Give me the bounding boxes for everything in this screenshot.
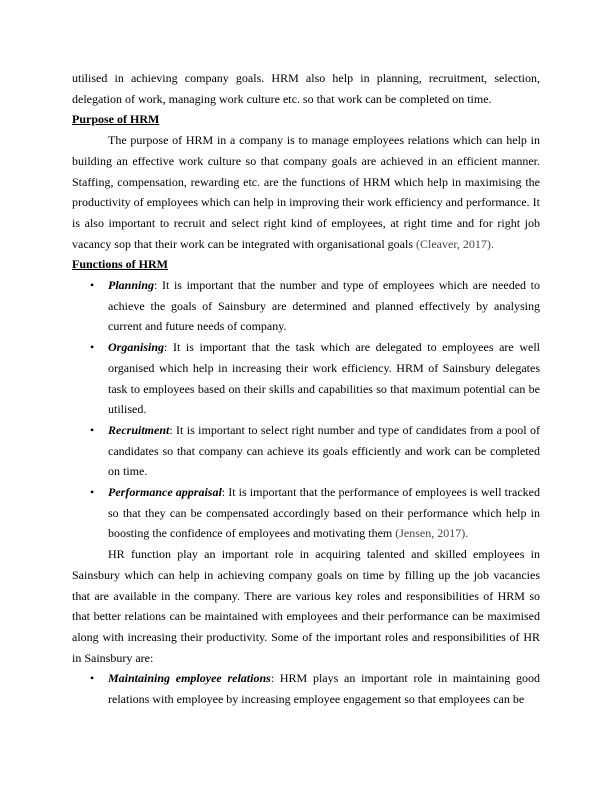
purpose-heading: Purpose of HRM	[72, 112, 160, 127]
function-text: : It is important that the performance of employees is well tracked so that they can be compensated accordingly based on their performance which help in boosting the confidence of employees and motivating them	[108, 485, 540, 541]
bullet-icon: •	[90, 422, 95, 437]
function-term: Performance appraisal	[108, 485, 222, 500]
list-item	[90, 482, 540, 544]
roles-list	[72, 668, 540, 709]
function-term: Organising	[108, 340, 165, 355]
role-text: : HRM plays an important role in maintaining good relations with employee by increasing employee engagement so that employees can be	[108, 671, 540, 707]
list-item	[90, 668, 540, 709]
function-term: Planning	[108, 278, 155, 293]
purpose-body: The purpose of HRM in a company is to manage employees relations which can help in building an effective work culture so that company goals are achieved in an efficient manner. Staffing, compensation, rewarding etc. are the functions of HRM which help in maximising the productivity of employees which can help in improving their work efficiency and performance. It is also important to recruit and select right kind of employees, at right time and for right job vacancy sop that their work can be integrated with organisational goals	[72, 133, 540, 251]
function-citation: (Jensen, 2017).	[395, 526, 469, 541]
bullet-icon: •	[90, 340, 95, 355]
functions-heading: Functions of HRM	[72, 257, 168, 272]
list-item	[90, 275, 540, 337]
bullet-icon: •	[90, 485, 95, 500]
intro-paragraph: utilised in achieving company goals. HRM also help in planning, recruitment, selection, delegation of work, managing work culture etc. so that work can be completed on time.	[72, 71, 540, 106]
function-text: : It is important to select right number and type of candidates from a pool of candidates so that company can achieve its goals efficiently and work can be completed on time.	[108, 422, 540, 479]
list-item	[90, 337, 540, 420]
hr-paragraph: HR function play an important role in acquiring talented and skilled employees in Sainsbury which can help in achieving company goals on time by filling up the job vacancies that are available in the company. There are various key roles and responsibilities of HRM so that better relations can be maintained with employees and their performance can be maximised along with increasing their productivity. Some of the important roles and responsibilities of HR in Sainsbury are:	[72, 547, 540, 665]
function-text: : It is important that the number and type of employees which are needed to achieve the goals of Sainsbury are determined and planned effectively by analysing current and future needs of company.	[108, 278, 540, 334]
bullet-icon: •	[90, 671, 95, 686]
functions-list	[72, 275, 540, 544]
function-term: Recruitment	[108, 422, 170, 437]
function-text: : It is important that the task which are delegated to employees are well organised which help in increasing their work efficiency. HRM of Sainsbury delegates task to employees based on their skills and capabilities so that maximum potential can be utilised.	[108, 340, 540, 417]
purpose-paragraph	[72, 130, 540, 254]
document-page	[72, 68, 540, 710]
bullet-icon: •	[90, 278, 95, 293]
purpose-citation: (Cleaver, 2017).	[416, 236, 494, 251]
list-item	[90, 420, 540, 482]
role-term: Maintaining employee relations	[108, 671, 271, 686]
